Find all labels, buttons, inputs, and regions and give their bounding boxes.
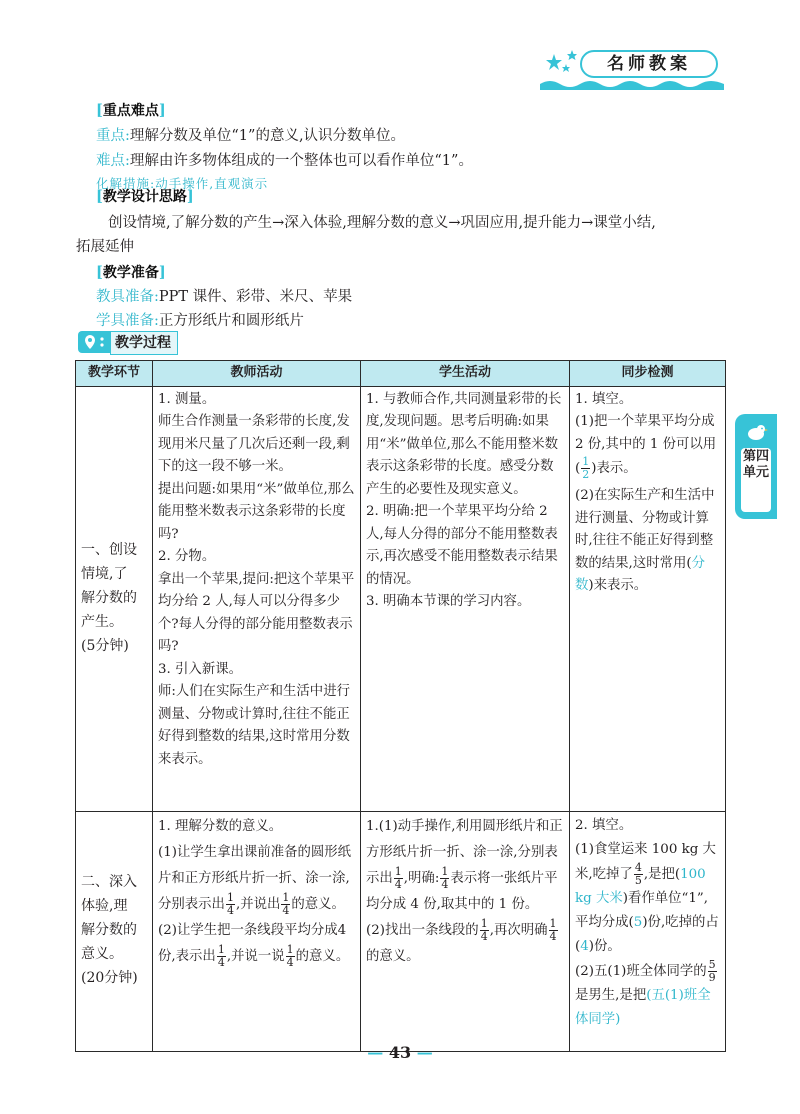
fraction-denominator: 2 xyxy=(582,468,590,481)
table-row xyxy=(76,386,726,811)
sync-check-cell xyxy=(570,386,726,811)
fraction-denominator: 4 xyxy=(217,955,225,969)
teacher-text: (2)让学生把一条线段平均分成4份,表示出 xyxy=(158,922,347,964)
teaching-process-table xyxy=(75,360,726,1052)
fraction xyxy=(286,944,295,969)
prep-heading: [教学准备] xyxy=(96,264,166,281)
focus-text: 理解分数及单位“1”的意义,认识分数单位。 xyxy=(129,128,406,144)
fraction-numerator: 1 xyxy=(226,890,234,904)
answer-text: 4 xyxy=(580,938,589,954)
header-title: 名师教案 xyxy=(580,50,718,78)
fraction xyxy=(440,866,449,891)
answer-text: 5 xyxy=(633,914,643,930)
fraction-denominator: 4 xyxy=(549,929,557,943)
student-text: 2. 明确:把一个苹果平均分给 2 人,每人分得的部分不能用整数表示,再次感受不能用整数表示结果的情况。 xyxy=(366,504,558,587)
unit-label-text: 第四单元 xyxy=(743,449,770,480)
answer-text: (五(1)班全体同学) xyxy=(575,987,711,1027)
stage-cell xyxy=(76,386,153,811)
difficulty-text: 理解由许多物体组成的一个整体也可以看作单位“1”。 xyxy=(129,153,473,169)
student-text: 1. 与教师合作,共同测量彩带的长度,发现问题。思考后明确:如果用“米”做单位,那么不能用整米数表示这条彩带的长度。感受分数产生的必要性及现实意义。 xyxy=(366,391,562,497)
stage-line: 体验,理 xyxy=(81,898,128,914)
stage-cell xyxy=(76,811,153,1051)
teacher-text: ,并说一说 xyxy=(226,948,285,964)
unit-side-tab xyxy=(735,414,777,519)
location-pin-icon xyxy=(78,331,110,353)
fraction-denominator: 4 xyxy=(226,903,234,917)
fraction-denominator: 4 xyxy=(286,955,294,969)
teacher-text: ,并说出 xyxy=(235,896,281,912)
teacher-text: 师:人们在实际生产和生活中进行测量、分物或计算时,往往不能正好得到整数的结果,这时常用分数来表示。 xyxy=(158,684,350,767)
check-text: )份,吃掉的占( xyxy=(575,914,719,954)
fraction-denominator: 4 xyxy=(282,903,290,917)
stage-line: 一、创设 xyxy=(81,541,137,558)
fraction-denominator: 5 xyxy=(634,873,642,887)
fraction xyxy=(226,892,235,917)
student-text: 1.(1)动手操作,利用圆形纸片和正方形纸片折一折、涂一涂,分别表示出 xyxy=(366,818,563,886)
key-points-heading: [重点难点] xyxy=(96,102,166,119)
fraction-denominator: 4 xyxy=(480,929,488,943)
student-text: 的意义。 xyxy=(366,948,420,964)
check-text xyxy=(575,411,721,481)
student-prep-label: 学具准备: xyxy=(96,313,159,329)
check-text: 1. 填空。 xyxy=(575,391,633,407)
teacher-text xyxy=(158,840,356,918)
stage-line: 产生。 xyxy=(81,613,123,630)
stage-line: 意义。 xyxy=(81,946,123,962)
check-text: ,是把( xyxy=(643,866,681,882)
teacher-text: 提出问题:如果用“米”做单位,那么能用整米数表示这条彩带的长度吗? xyxy=(158,481,355,542)
process-title: 教学过程 xyxy=(110,331,178,355)
student-prep-text: 正方形纸片和圆形纸片 xyxy=(158,313,304,329)
teacher-activity-cell xyxy=(153,386,361,811)
teacher-prep-text: PPT 课件、彩带、米尺、苹果 xyxy=(158,289,353,305)
fraction-numerator: 1 xyxy=(394,864,402,878)
check-text: 是男生,是把 xyxy=(575,987,647,1003)
sync-check-cell xyxy=(570,811,726,1051)
stage-line: 解分数的 xyxy=(81,922,137,938)
stage-line: 解分数的 xyxy=(81,589,137,606)
student-text: 3. 明确本节课的学习内容。 xyxy=(366,594,531,609)
teacher-text: 的意义。 xyxy=(291,896,345,912)
check-text: (1)食堂运来 100 kg 大米,吃掉了 xyxy=(575,841,716,882)
strategy-text: 化解措施:动手操作,直观演示 xyxy=(96,176,269,191)
student-activity-cell xyxy=(361,386,570,811)
fraction-denominator: 4 xyxy=(441,877,449,891)
student-activity-cell xyxy=(361,811,570,1051)
design-text-line1: 创设情境,了解分数的产生→深入体验,理解分数的意义→巩固应用,提升能力→课堂小结, xyxy=(108,215,656,231)
fraction-numerator: 1 xyxy=(217,942,225,956)
fraction-denominator: 9 xyxy=(708,970,716,984)
check-text: (2)在实际生产和生活中进行测量、分物或计算时,往往不能正好得到整数的结果,这时常用( xyxy=(575,488,715,571)
design-heading: [教学设计思路] xyxy=(96,188,194,205)
fraction-denominator: 4 xyxy=(394,877,402,891)
teacher-text: 的意义。 xyxy=(295,948,350,964)
teacher-text: 1. 测量。 xyxy=(158,391,216,407)
fraction-numerator: 5 xyxy=(708,957,716,971)
wave-decoration-icon xyxy=(540,78,724,90)
key-points-section xyxy=(96,100,473,195)
page-number xyxy=(0,1043,800,1062)
check-text: (1)把一个苹果平均分成 2 份,其中的 1 份可以用( xyxy=(575,414,717,476)
header-banner xyxy=(540,48,720,82)
stage-line: 情境,了 xyxy=(81,565,128,582)
check-text: )份。 xyxy=(588,938,621,954)
check-text: 2. 填空。 xyxy=(575,817,633,833)
process-heading xyxy=(78,331,188,353)
check-text xyxy=(575,485,721,598)
teacher-prep-label: 教具准备: xyxy=(96,289,159,305)
teacher-text: 拿出一个苹果,提问:把这个苹果平均分给 2 人,每人可以分得多少个?每人分得的部分能用整数表示吗? xyxy=(158,571,355,654)
teacher-text: 3. 引入新课。 xyxy=(158,661,242,677)
dash-decoration: — xyxy=(416,1043,433,1062)
student-text: ,再次明确 xyxy=(489,922,548,938)
student-text xyxy=(366,918,565,970)
student-text: (2)找出一条线段的 xyxy=(366,922,479,938)
design-section xyxy=(76,186,736,258)
student-text xyxy=(366,814,565,918)
teacher-text: (1)让学生拿出课前准备的圆形纸片和正方形纸片折一折、涂一涂,分别表示出 xyxy=(158,844,352,912)
fraction xyxy=(394,866,403,891)
table-row xyxy=(76,811,726,1051)
fraction xyxy=(281,892,290,917)
check-text: )看作单位“1”,平均分成( xyxy=(575,890,708,930)
fraction-numerator: 4 xyxy=(634,860,642,874)
page-number-text: 43 xyxy=(388,1043,412,1062)
design-text-line2: 拓展延伸 xyxy=(76,239,134,255)
column-header-stage: 教学环节 xyxy=(76,361,153,387)
prep-section xyxy=(96,262,352,332)
teacher-text: 师生合作测量一条彩带的长度,发现用米尺量了几次后还剩一段,剩下的这一段不够一米。 xyxy=(158,414,350,474)
unit-label xyxy=(741,448,771,512)
fraction-numerator: 1 xyxy=(286,942,294,956)
check-text xyxy=(575,838,721,959)
student-text: 表示将一张纸片平均分成 4 份,取其中的 1 份。 xyxy=(366,870,558,912)
column-header-teacher: 教师活动 xyxy=(153,361,361,387)
fraction xyxy=(634,862,643,887)
difficulty-label: 难点: xyxy=(96,153,130,169)
bird-icon xyxy=(744,420,768,444)
check-text: )表示。 xyxy=(591,461,637,476)
fraction xyxy=(217,944,226,969)
stage-line: (20分钟) xyxy=(81,970,138,986)
fraction xyxy=(708,959,717,984)
fraction-numerator: 1 xyxy=(282,890,290,904)
fraction xyxy=(549,918,558,943)
student-text: ,明确: xyxy=(403,870,440,886)
check-text xyxy=(575,959,721,1032)
teacher-text xyxy=(158,918,356,970)
fraction-numerator: 1 xyxy=(480,916,488,930)
answer-text: 分数 xyxy=(575,555,705,593)
teacher-text: 1. 理解分数的意义。 xyxy=(158,818,283,834)
check-text: )来表示。 xyxy=(588,578,648,593)
fraction-numerator: 1 xyxy=(549,916,557,930)
teacher-activity-cell xyxy=(153,811,361,1051)
fraction xyxy=(581,456,590,481)
stage-line: (5分钟) xyxy=(81,637,129,654)
answer-text: 100 kg 大米 xyxy=(575,866,706,906)
fraction-numerator: 1 xyxy=(582,455,590,468)
dash-decoration: — xyxy=(367,1043,384,1062)
stage-line: 二、深入 xyxy=(81,874,137,890)
column-header-check: 同步检测 xyxy=(570,361,726,387)
focus-label: 重点: xyxy=(96,128,130,144)
teacher-text: 2. 分物。 xyxy=(158,549,216,564)
check-text: (2)五(1)班全体同学的 xyxy=(575,963,707,979)
fraction xyxy=(480,918,489,943)
fraction-numerator: 1 xyxy=(441,864,449,878)
column-header-student: 学生活动 xyxy=(361,361,570,387)
